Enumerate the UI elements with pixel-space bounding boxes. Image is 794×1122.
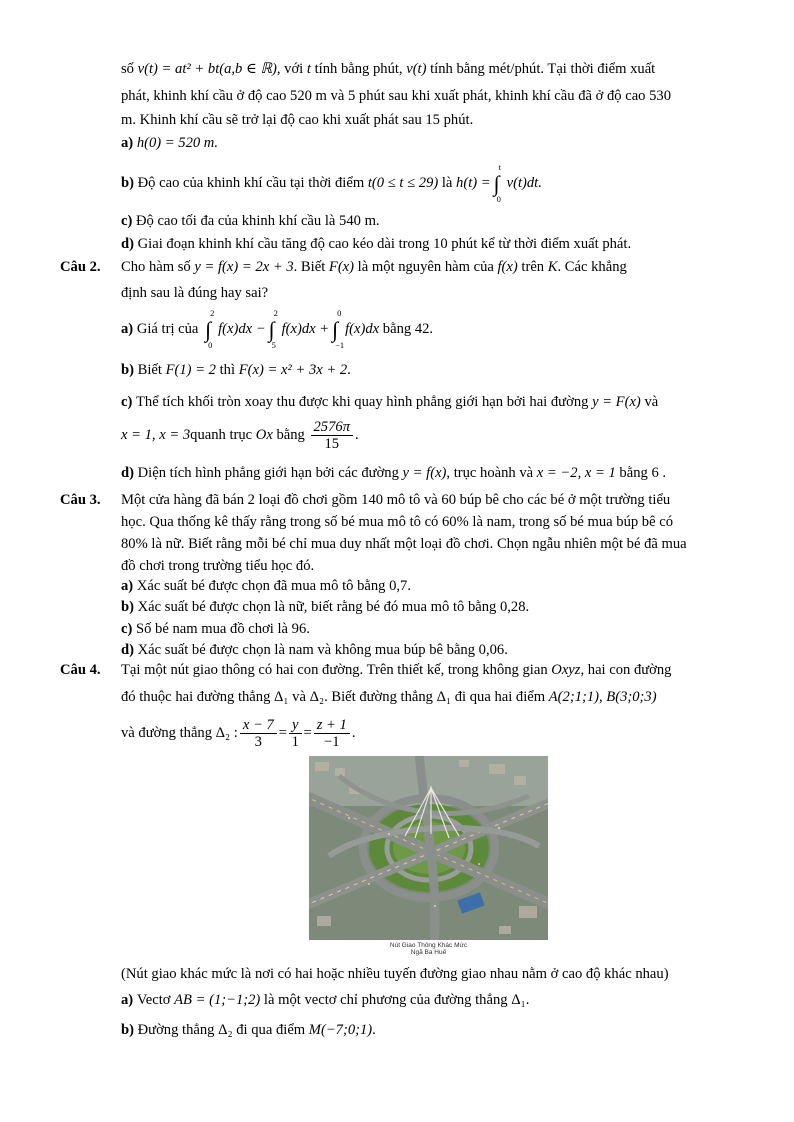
text: Tại một nút giao thông có hai con đường. Trên thiết kế, trong không gian (121, 662, 552, 678)
formula: h(t) = (456, 175, 491, 191)
formula: F(x) (328, 259, 355, 275)
text: . Các khẳng (557, 259, 627, 275)
fraction: $\frac{y}{1}$ (289, 717, 301, 750)
formula: t (306, 61, 311, 77)
formula: v(t) (406, 61, 427, 77)
c1-line3: m. Khinh khí cầu sẽ trở lại độ cao khi xuất phát sau 15 phút. (121, 112, 474, 128)
c1-statement-d (121, 235, 631, 253)
c2-line2: định sau là đúng hay sai? (121, 285, 269, 301)
c2-line1 (121, 258, 627, 276)
formula: y = F(x) (592, 394, 641, 410)
formula: v(t)dt. (506, 175, 542, 191)
c4-statement-a (121, 991, 529, 1009)
formula: x = 1, x = 3 (121, 427, 191, 443)
caption-line: Nút Giao Thông Khác Mức (389, 942, 468, 949)
label: b) (121, 1022, 138, 1038)
c3-statement-b (121, 598, 529, 616)
text: là (438, 175, 457, 191)
text: . (351, 725, 356, 741)
c3-line1: Một cửa hàng đã bán 2 loại đồ chơi gồm 140 mô tô và 60 búp bê cho các bé ở một trường tiểu (121, 492, 671, 508)
text: đi qua điểm (232, 1022, 309, 1038)
formula: Ox (255, 427, 273, 443)
formula: F(1) = 2 (165, 362, 216, 378)
text: bằng 42. (379, 321, 434, 337)
formula: Δ₂ (309, 689, 325, 705)
text: Biết (137, 362, 166, 378)
text: bằng (272, 427, 309, 443)
text: đi qua hai điểm (451, 689, 549, 705)
formula: Δ₁ (274, 689, 289, 705)
text: Đường thẳng (137, 1022, 219, 1038)
text: , với (276, 61, 307, 77)
formula: M(−7;0;1) (308, 1022, 373, 1038)
formula: Δ₂ (218, 1022, 233, 1038)
text: Diện tích hình phẳng giới hạn bởi các đường (137, 465, 403, 481)
label: d) (121, 642, 138, 658)
text: Số bé nam mua đồ chơi là 96. (136, 621, 310, 637)
label: a) (121, 321, 137, 337)
label: a) (121, 578, 137, 594)
c3-line4: đồ chơi trong trường tiểu học đó. (121, 558, 315, 574)
text: Xác suất bé được chọn là nam và không mua búp bê bằng 0,06. (137, 642, 508, 658)
label: a) (121, 992, 137, 1008)
label: c) (121, 394, 136, 410)
text: , trục hoành và (446, 465, 537, 481)
formula: x = −2, x = 1 (536, 465, 616, 481)
label: d) (121, 465, 138, 481)
text: . Biết đường thẳng (324, 689, 437, 705)
text: Thể tích khối tròn xoay thu được khi quay hình phẳng giới hạn bởi hai đường (136, 394, 593, 410)
c4-line3: và đường thẳng Δ₂ : $\frac{x - 7}{3}$ = $\frac{y}{1}$ = $\frac{z + 1}{-1}$ . (121, 717, 356, 751)
c1-statement-c (121, 212, 380, 230)
formula: t(0 ≤ t ≤ 29) (367, 175, 439, 191)
formula: h(0) = 520 m. (136, 135, 218, 151)
c2-statement-c-line2 (121, 418, 359, 452)
text: Độ cao tối đa của khinh khí cầu là 540 m. (136, 213, 380, 229)
c3-line2: học. Qua thống kê thấy rằng trong số bé mua mô tô có 60% là nam, trong số bé mua búp bê có (121, 514, 674, 530)
text: đó thuộc hai đường thẳng (121, 689, 275, 705)
label: b) (121, 175, 138, 191)
integral-sign: ∫ 2 5 (268, 307, 278, 350)
c1-line2: phát, khinh khí cầu ở độ cao 520 m và 5 phút sau khi xuất phát, khinh khí cầu đã ở độ cao 530 (121, 88, 672, 104)
question-label-2: Câu 2. (60, 259, 101, 275)
c3-statement-d (121, 641, 508, 659)
formula: f(x)dx (345, 321, 380, 337)
c4-line2 (121, 688, 657, 706)
text: . Biết (293, 259, 329, 275)
c2-statement-b (121, 361, 351, 379)
text: và (288, 689, 310, 705)
formula: v(t) = at² + bt(a,b ∈ ℝ) (137, 61, 277, 77)
text: tính bằng phút, (310, 61, 407, 77)
text: và đường thẳng (121, 725, 216, 741)
interchange-image (309, 756, 548, 940)
c3-statement-a (121, 577, 411, 595)
formula: y = f(x) = 2x + 3 (194, 259, 294, 275)
c1-statement-b (121, 161, 542, 204)
text: Giá trị của (136, 321, 203, 337)
text: Xác suất bé được chọn đã mua mô tô bằng 0,7. (136, 578, 412, 594)
text: tính bằng mét/phút. Tại thời điểm xuất (426, 61, 656, 77)
text: . (372, 1022, 376, 1038)
c4-statement-b (121, 1021, 376, 1039)
formula: AB = (1;−1;2) (174, 992, 261, 1008)
formula: Δ₁ (436, 689, 452, 705)
formula: Δ₁ (511, 992, 526, 1008)
c3-statement-c (121, 620, 310, 638)
formula: Δ₂ : (215, 725, 238, 741)
formula: f(x)dx − (218, 321, 266, 337)
text: là một vectơ chỉ phương của đường thẳng (260, 992, 512, 1008)
formula: Oxyz (551, 662, 581, 678)
label: b) (121, 362, 138, 378)
formula: K (547, 259, 558, 275)
c1-statement-a (121, 134, 218, 152)
label: a) (121, 135, 137, 151)
integral-sign: ∫ t 0 (493, 161, 501, 204)
text: Giai đoạn khinh khí cầu tăng độ cao kéo dài trong 10 phút kể từ thời điểm xuất phát. (137, 236, 632, 252)
formula: A(2;1;1), B(3;0;3) (548, 689, 657, 705)
text: Vectơ (136, 992, 175, 1008)
text: . (355, 427, 359, 443)
question-label-3: Câu 3. (60, 492, 101, 508)
caption-line: Ngã Ba Huế (410, 949, 447, 956)
text: số (121, 61, 138, 77)
fraction: $\frac{x - 7}{3}$ (240, 717, 277, 750)
formula: f(x) (497, 259, 518, 275)
text: . (347, 362, 351, 378)
text: , hai con đường (580, 662, 672, 678)
c4-note: (Nút giao khác mức là nơi có hai hoặc nhiều tuyến đường giao nhau nằm ở cao độ khác nhau) (121, 966, 669, 982)
text: trên (517, 259, 548, 275)
c2-statement-a (121, 307, 434, 350)
fraction: $\frac{z + 1}{-1}$ (314, 717, 350, 750)
text: . (525, 992, 530, 1008)
fraction: $\frac{2576\pi}{15}$ (311, 419, 354, 452)
text: là một nguyên hàm của (354, 259, 498, 275)
photo-caption (309, 942, 548, 956)
question-label-4: Câu 4. (60, 662, 101, 678)
formula: y = f(x) (402, 465, 447, 481)
c1-line1 (121, 60, 655, 78)
integral-sign: ∫ 0 −1 (332, 307, 345, 350)
formula: f(x)dx + (281, 321, 330, 337)
text: Xác suất bé được chọn là nữ, biết rằng bé đó mua mô tô bằng 0,28. (137, 599, 530, 615)
text: bằng 6 . (615, 465, 667, 481)
text: quanh trục (190, 427, 256, 443)
label: d) (121, 236, 138, 252)
c2-statement-c (121, 393, 658, 411)
text: Cho hàm số (121, 259, 195, 275)
integral-sign: ∫ 2 0 (205, 307, 215, 350)
label: c) (121, 213, 136, 229)
c3-line3: 80% là nữ. Biết rằng mỗi bé chỉ mua duy nhất một loại đồ chơi. Chọn ngẫu nhiên một bé đã mua (121, 536, 687, 552)
interchange-photo (309, 756, 548, 940)
label: c) (121, 621, 136, 637)
text: và (640, 394, 659, 410)
c4-line1 (121, 661, 671, 679)
label: b) (121, 599, 138, 615)
formula: F(x) = x² + 3x + 2 (238, 362, 348, 378)
c2-statement-d (121, 464, 666, 482)
text: Độ cao của khinh khí cầu tại thời điểm (137, 175, 368, 191)
text: thì (215, 362, 239, 378)
